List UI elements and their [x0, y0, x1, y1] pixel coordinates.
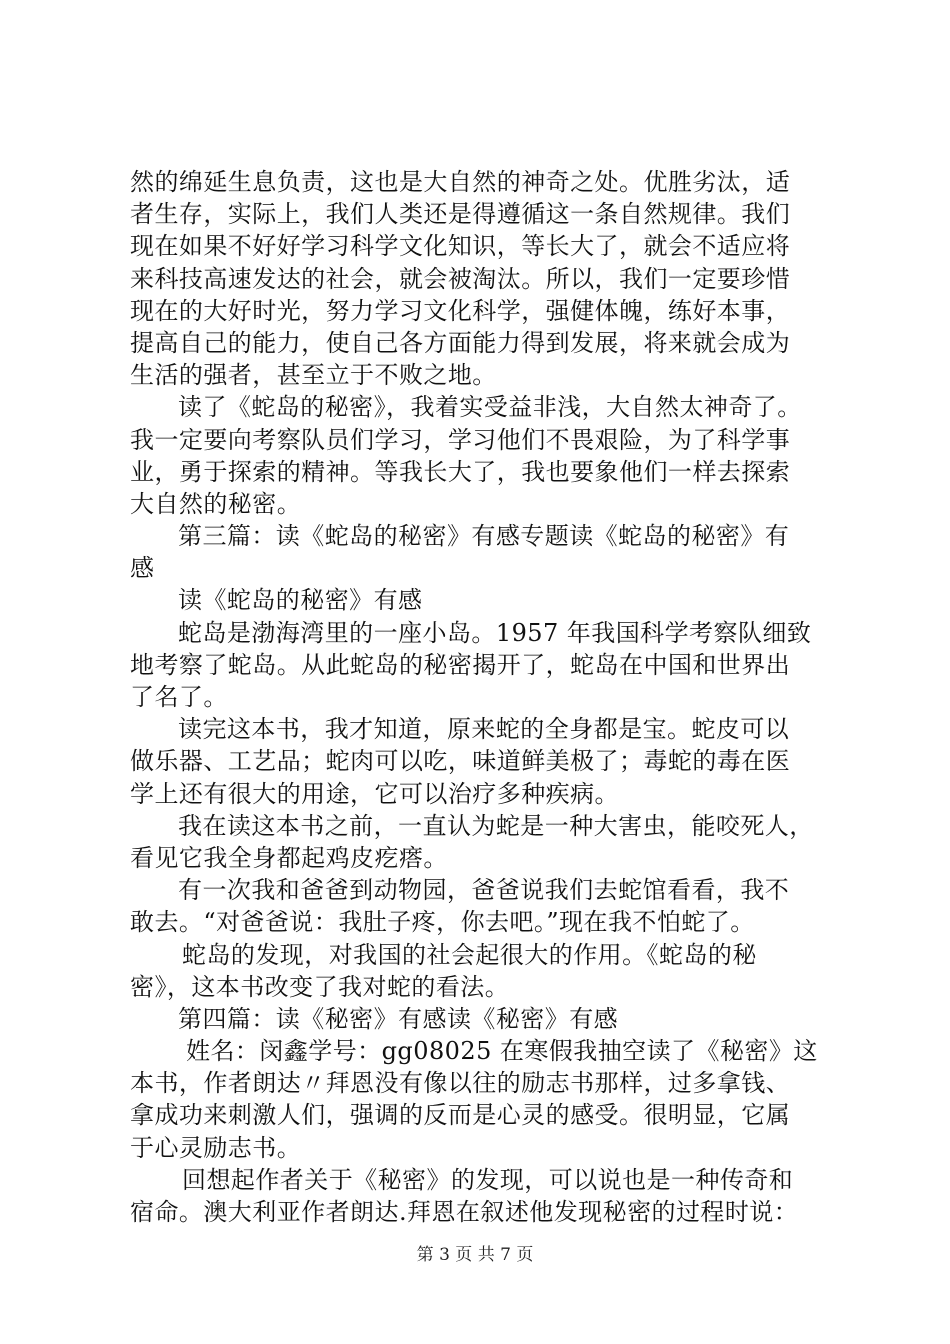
text-line: 学上还有很大的用途，它可以治疗多种疾病。	[130, 779, 619, 808]
text-line: 本书，作者朗达〃拜恩没有像以往的励志书那样，过多拿钱、	[130, 1069, 791, 1098]
text-line: 密》，这本书改变了我对蛇的看法。	[130, 972, 510, 1001]
text-line: 现在的大好时光，努力学习文化科学，强健体魄，练好本事，	[130, 296, 791, 325]
text-line: 提高自己的能力，使自己各方面能力得到发展，将来就会成为	[130, 328, 791, 357]
paragraph-start-line: 有一次我和爸爸到动物园，爸爸说我们去蛇馆看看，我不	[178, 876, 790, 905]
text-line: 看见它我全身都起鸡皮疙瘩。	[130, 843, 448, 872]
text-line: 者生存，实际上，我们人类还是得遵循这一条自然规律。我们	[130, 200, 791, 229]
text-line: 业，勇于探索的精神。等我长大了，我也要象他们一样去探索	[130, 457, 791, 486]
text-line: 敢去。“对爸爸说：我肚子疼，你去吧。”现在我不怕蛇了。	[130, 908, 755, 937]
paragraph-start-line: 姓名：闵鑫学号：gg08025 在寒假我抽空读了《秘密》这	[186, 1037, 818, 1066]
paragraph-start-line: 读了《蛇岛的秘密》，我着实受益非浅，大自然太神奇了。	[178, 393, 802, 422]
text-line: 于心灵励志书。	[130, 1133, 302, 1162]
section-heading-line: 第三篇：读《蛇岛的秘密》有感专题读《蛇岛的秘密》有	[178, 522, 790, 551]
text-line: 大自然的秘密。	[130, 489, 302, 518]
text-line: 了名了。	[130, 683, 228, 711]
document-body	[130, 166, 835, 1228]
article-title-line: 读《蛇岛的秘密》有感	[178, 586, 423, 615]
text-line: 然的绵延生息负责，这也是大自然的神奇之处。优胜劣汰，适	[130, 168, 791, 196]
paragraph-start-line: 回想起作者关于《秘密》的发现，可以说也是一种传奇和	[182, 1165, 794, 1194]
text-line: 宿命。澳大利亚作者朗达.拜恩在叙述他发现秘密的过程时说：	[130, 1198, 799, 1226]
text-line: 我一定要向考察队员们学习，学习他们不畏艰险，为了科学事	[130, 425, 791, 454]
paragraph-start-line: 我在读这本书之前，一直认为蛇是一种大害虫，能咬死人，	[178, 811, 814, 840]
text-line: 生活的强者，甚至立于不败之地。	[130, 361, 497, 390]
text-line: 来科技高速发达的社会，就会被淘汰。所以，我们一定要珍惜	[130, 264, 791, 293]
page-number-footer: 第 3 页 共 7 页	[416, 1245, 534, 1265]
section-heading-line: 感	[130, 554, 155, 583]
paragraph-start-line: 读完这本书，我才知道，原来蛇的全身都是宝。蛇皮可以	[178, 715, 790, 744]
text-line: 地考察了蛇岛。从此蛇岛的秘密揭开了，蛇岛在中国和世界出	[130, 650, 791, 679]
text-line: 现在如果不好好学习科学文化知识，等长大了，就会不适应将	[130, 232, 791, 261]
text-line: 拿成功来刺激人们，强调的反而是心灵的感受。很明显，它属	[130, 1101, 791, 1130]
paragraph-start-line: 蛇岛是渤海湾里的一座小岛。1957 年我国科学考察队细致	[178, 618, 812, 647]
text-line: 做乐器、工艺品；蛇肉可以吃，味道鲜美极了；毒蛇的毒在医	[130, 747, 791, 776]
paragraph-start-line: 蛇岛的发现，对我国的社会起很大的作用。《蛇岛的秘	[182, 940, 757, 969]
section-heading-line: 第四篇：读《秘密》有感读《秘密》有感	[178, 1004, 619, 1033]
